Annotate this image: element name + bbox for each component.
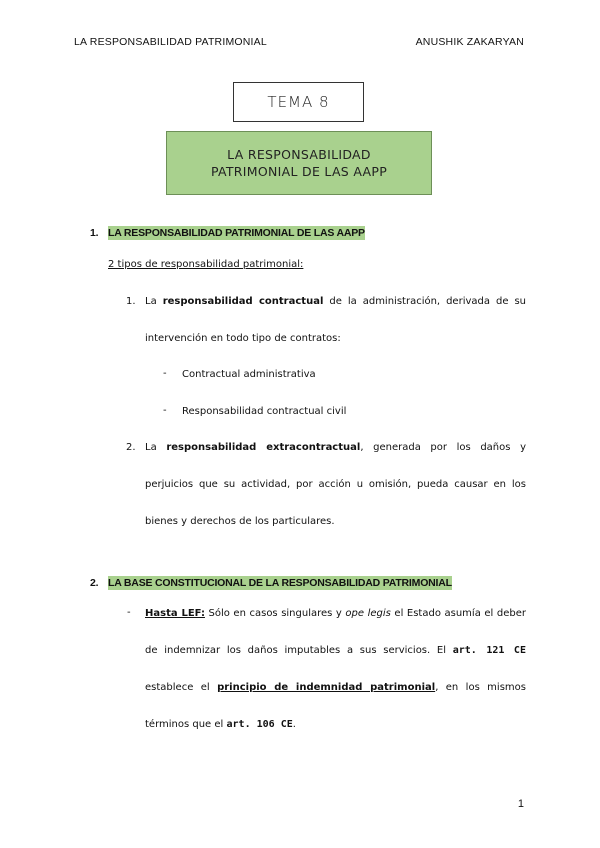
bullet-text-2: el Estado asumía el deber: [394, 608, 526, 619]
item-1-pre: La: [145, 296, 157, 307]
bullet-line-3-post: , en los mismos: [435, 682, 526, 693]
item-1-sub-1: Contractual administrativa: [182, 369, 316, 380]
item-2-line-2: perjuicios que su actividad, por acción u omisión, pueda causar en los: [145, 479, 526, 490]
bullet-label: Hasta LEF:: [145, 608, 205, 619]
sub-dash-1: -: [163, 368, 167, 379]
item-2-line-1: [145, 441, 526, 455]
item-1-sub-2: Responsabilidad contractual civil: [182, 406, 347, 417]
bullet-line-2: [145, 644, 526, 658]
bullet-art-121: art. 121 CE: [452, 645, 526, 656]
bullet-line-1: [145, 607, 526, 621]
bullet-line-2-text: de indemnizar los daños imputables a sus servicios. El: [145, 645, 446, 656]
title-box: [166, 131, 432, 195]
section-2-number: 2.: [90, 577, 99, 589]
item-2-pre: La: [145, 442, 157, 453]
item-2-line-3: bienes y derechos de los particulares.: [145, 516, 335, 527]
bullet-line-3-pre: establece el: [145, 682, 210, 693]
bullet-line-4-post: .: [292, 719, 296, 730]
item-1-bold: responsabilidad contractual: [162, 296, 324, 307]
bullet-line-4-pre: términos que el: [145, 719, 224, 730]
item-2-post: , generada por los daños y: [360, 442, 526, 453]
section-1-intro: 2 tipos de responsabilidad patrimonial:: [108, 259, 304, 270]
bullet-art-106: art. 106 CE: [226, 719, 293, 730]
tema-box: TEMA 8: [233, 82, 364, 122]
running-header-author: ANUSHIK ZAKARYAN: [415, 36, 524, 48]
section-1-title: LA RESPONSABILIDAD PATRIMONIAL DE LAS AAPP: [108, 227, 365, 239]
bullet-principle: principio de indemnidad patrimonial: [217, 682, 436, 693]
section-2-heading: [90, 577, 452, 593]
bullet-text-1: Sólo en casos singulares y: [208, 608, 342, 619]
item-2-bold: responsabilidad extracontractual: [166, 442, 361, 453]
sub-dash-2: -: [163, 405, 167, 416]
item-2-number: 2.: [126, 442, 136, 453]
section-1-number: 1.: [90, 227, 99, 239]
title-line-2: PATRIMONIAL DE LAS AAPP: [210, 164, 388, 179]
page-number: 1: [517, 798, 524, 810]
bullet-line-4: [145, 718, 296, 732]
section-1-heading: [90, 227, 365, 243]
bullet-dash: -: [127, 607, 131, 618]
item-1-line-1: [145, 295, 526, 309]
bullet-italic: ope legis: [345, 608, 391, 619]
item-1-number: 1.: [126, 296, 136, 307]
item-1-post: de la administración, derivada de su: [329, 296, 526, 307]
section-2-title: LA BASE CONSTITUCIONAL DE LA RESPONSABILIDAD PATRIMONIAL: [108, 577, 452, 589]
bullet-line-3: [145, 681, 526, 695]
title-line-1: LA RESPONSABILIDAD: [227, 147, 371, 162]
running-header-title: LA RESPONSABILIDAD PATRIMONIAL: [74, 36, 267, 48]
item-1-line-2: intervención en todo tipo de contratos:: [145, 333, 341, 344]
